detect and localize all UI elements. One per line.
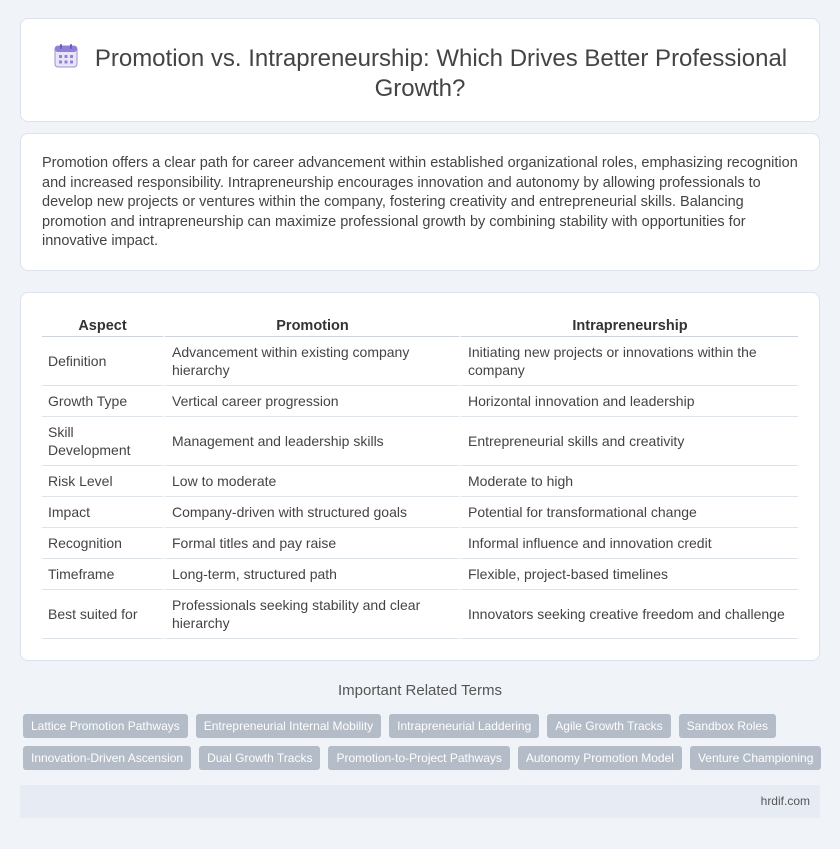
cell-promotion: Formal titles and pay raise bbox=[163, 528, 459, 559]
footer bbox=[20, 785, 820, 818]
table-row bbox=[42, 417, 798, 466]
cell-intrapreneurship: Moderate to high bbox=[459, 466, 798, 497]
cell-aspect: Definition bbox=[42, 337, 163, 386]
intro-paragraph: Promotion offers a clear path for career advancement within established organizational roles, emphasizing recognition and increased responsibility. Intrapreneurship encourages innovation and autonomy by allowing professionals to develop new projects or ventures within the company, fostering creativity and entrepreneurial skills. Balancing promotion and intrapreneurship can maximize professional growth by combining stability with opportunities for innovative impact. bbox=[42, 155, 798, 249]
table-row bbox=[42, 466, 798, 497]
cell-intrapreneurship: Innovators seeking creative freedom and challenge bbox=[459, 590, 798, 639]
title-card bbox=[20, 18, 820, 122]
cell-promotion: Professionals seeking stability and clear hierarchy bbox=[163, 590, 459, 639]
table-row bbox=[42, 559, 798, 590]
related-term-tag[interactable]: Promotion-to-Project Pathways bbox=[328, 746, 509, 770]
related-terms-list bbox=[23, 714, 823, 778]
cell-intrapreneurship: Flexible, project-based timelines bbox=[459, 559, 798, 590]
cell-aspect: Growth Type bbox=[42, 386, 163, 417]
cell-aspect: Timeframe bbox=[42, 559, 163, 590]
intro-card bbox=[20, 133, 820, 271]
related-term-tag[interactable]: Agile Growth Tracks bbox=[547, 714, 670, 738]
cell-promotion: Company-driven with structured goals bbox=[163, 497, 459, 528]
cell-aspect: Risk Level bbox=[42, 466, 163, 497]
cell-aspect: Impact bbox=[42, 497, 163, 528]
table-row bbox=[42, 497, 798, 528]
related-terms-title: Important Related Terms bbox=[338, 682, 502, 699]
cell-intrapreneurship: Entrepreneurial skills and creativity bbox=[459, 417, 798, 466]
related-term-tag[interactable]: Intrapreneurial Laddering bbox=[389, 714, 539, 738]
header-promotion: Promotion bbox=[163, 315, 459, 337]
related-term-tag[interactable]: Innovation-Driven Ascension bbox=[23, 746, 191, 770]
related-term-tag[interactable]: Venture Championing bbox=[690, 746, 821, 770]
comparison-card bbox=[20, 292, 820, 661]
table-row bbox=[42, 590, 798, 639]
cell-aspect: Best suited for bbox=[42, 590, 163, 639]
related-term-tag[interactable]: Sandbox Roles bbox=[679, 714, 776, 738]
footer-site-link[interactable]: hrdif.com bbox=[760, 794, 810, 808]
page-title bbox=[21, 43, 819, 104]
header-intrapreneurship: Intrapreneurship bbox=[459, 315, 798, 337]
table-row bbox=[42, 528, 798, 559]
cell-intrapreneurship: Horizontal innovation and leadership bbox=[459, 386, 798, 417]
calendar-icon bbox=[53, 43, 79, 69]
cell-promotion: Low to moderate bbox=[163, 466, 459, 497]
table-row bbox=[42, 386, 798, 417]
cell-promotion: Long-term, structured path bbox=[163, 559, 459, 590]
related-term-tag[interactable]: Lattice Promotion Pathways bbox=[23, 714, 188, 738]
tag-row bbox=[23, 714, 823, 738]
cell-intrapreneurship: Potential for transformational change bbox=[459, 497, 798, 528]
table-row bbox=[42, 337, 798, 386]
related-term-tag[interactable]: Autonomy Promotion Model bbox=[518, 746, 682, 770]
tag-row bbox=[23, 746, 823, 770]
cell-aspect: Skill Development bbox=[42, 417, 163, 466]
cell-promotion: Advancement within existing company hierarchy bbox=[163, 337, 459, 386]
related-term-tag[interactable]: Dual Growth Tracks bbox=[199, 746, 320, 770]
related-term-tag[interactable]: Entrepreneurial Internal Mobility bbox=[196, 714, 381, 738]
cell-aspect: Recognition bbox=[42, 528, 163, 559]
cell-promotion: Vertical career progression bbox=[163, 386, 459, 417]
page-title-text: Promotion vs. Intrapreneurship: Which Drives Better Professional Growth? bbox=[94, 45, 788, 102]
comparison-table bbox=[42, 315, 798, 639]
cell-intrapreneurship: Informal influence and innovation credit bbox=[459, 528, 798, 559]
cell-intrapreneurship: Initiating new projects or innovations within the company bbox=[459, 337, 798, 386]
header-aspect: Aspect bbox=[42, 315, 163, 337]
table-header-row bbox=[42, 315, 798, 337]
cell-promotion: Management and leadership skills bbox=[163, 417, 459, 466]
